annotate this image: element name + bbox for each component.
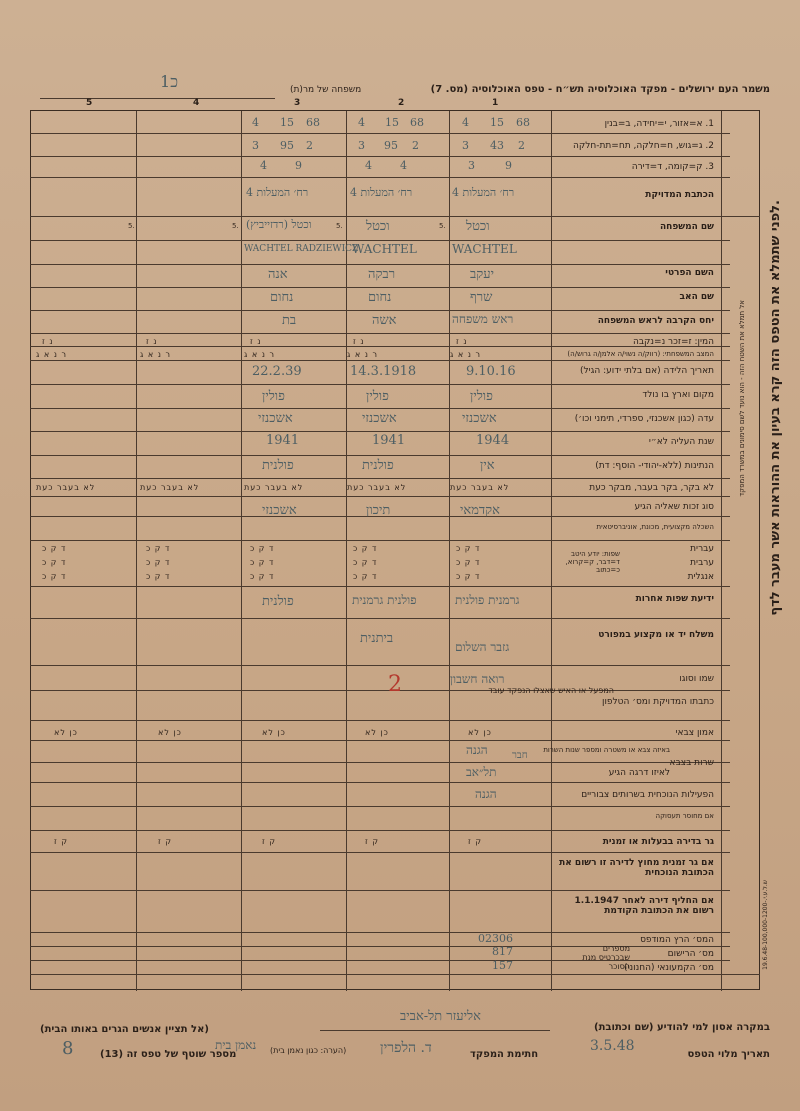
row-line <box>30 586 730 587</box>
hebrew-options[interactable]: ד ק כ <box>353 544 378 553</box>
side-office-note: אל תמלא את השטח הזה - הוא נועד לשם סימונים במשרד המפקד <box>738 300 746 497</box>
row-label-block: 2. ג=גוש, ח=חלקה, תח=תת-חלקה <box>572 141 714 151</box>
col-number-3: 3 <box>294 98 301 108</box>
col3-building[interactable]: 68 <box>306 116 320 129</box>
row-line <box>30 431 730 432</box>
col3-floor[interactable]: 4 <box>260 159 267 172</box>
row-label-eda: עדה (כגון אשכנזי, ספרדי, תימני וכו׳) <box>574 414 714 424</box>
col3-parcel[interactable]: 95 <box>280 139 294 152</box>
col2-first-name[interactable]: רבקה <box>368 267 396 282</box>
col1-family-latin[interactable]: WACHTEL <box>452 242 517 256</box>
col2-relation[interactable]: אשה <box>372 313 397 328</box>
col-divider <box>241 111 242 991</box>
col2-family-latin[interactable]: WACHTEL <box>352 242 417 256</box>
col3-subparcel[interactable]: 2 <box>306 139 313 152</box>
row-label-registration: מס׳ הרישום <box>667 949 714 959</box>
arabic-options[interactable]: ד ק כ <box>456 558 481 567</box>
marital-options[interactable]: ר נ א ג <box>450 350 481 359</box>
row-label-aliya: שנת העליה לא״י <box>648 437 714 447</box>
family-of-label: משפחה של מר(ת) <box>290 85 362 95</box>
employer-group-label: המפעל או האיש שאצלו הנפקד עובד <box>488 686 614 695</box>
col1-aliya[interactable]: 1944 <box>476 433 510 448</box>
row-label-school-type: סוג זכות שאליה הגיע <box>634 502 714 512</box>
row-line <box>30 740 730 741</box>
row-label-army-trust: אמון צבאי <box>675 728 714 738</box>
col-divider <box>346 111 347 991</box>
row-line <box>30 216 760 217</box>
row-label-birthplace: מקום וארץ בו נולד <box>642 390 714 400</box>
form-date[interactable]: 3.5.48 <box>590 1038 635 1054</box>
col1-employer[interactable]: רואה חשבון <box>450 672 505 686</box>
row-label-prev-address: אם החליף דירה לאחר 1.1.1947 רשום את הכתובת הקודמת <box>574 896 714 916</box>
row-label-employer-address: כתבתו המדויקת ומס׳ הטלפון <box>602 697 714 707</box>
school-options[interactable]: לא בעבר כעת <box>450 483 510 492</box>
col1-army-service[interactable]: הגנה <box>466 743 488 757</box>
col2-other-lang[interactable]: פולנית גרמנית <box>352 593 417 607</box>
row-line <box>30 540 730 541</box>
row-line <box>30 806 730 807</box>
col3-eda[interactable]: אשכנזי <box>258 411 293 426</box>
date-label: תאריך מלוי הטפס <box>687 1049 770 1060</box>
row-label-address: הכתבת המדויקת <box>645 190 714 200</box>
row-label-education: השכלה מקצועית, מכונת, אוניברסיטאית <box>596 523 714 531</box>
row-label-sex: המין: ז=זכר נ=נקבה <box>632 337 714 347</box>
row-label-army-rank: לאיזו דרגה הגיע <box>608 768 670 778</box>
row-label-birthdate: תאריך הלידה (אם בלתי ידוע: הגיל) <box>580 366 714 376</box>
row-line <box>30 690 730 691</box>
col-number-2: 2 <box>398 98 405 108</box>
col3-other-lang[interactable]: פולנית <box>262 594 294 609</box>
arabic-options[interactable]: ד ק כ <box>42 558 67 567</box>
col3-relation[interactable]: בת <box>282 313 297 328</box>
col1-rank[interactable]: תל״אב <box>466 765 497 779</box>
col2-aliya[interactable]: 1941 <box>372 433 406 448</box>
row-label-floor: 3. ק=קומה, ד=דירה <box>631 162 714 172</box>
hebrew-options[interactable]: ד ק כ <box>146 544 171 553</box>
arabic-options[interactable]: ד ק כ <box>146 558 171 567</box>
col2-subparcel[interactable]: 2 <box>412 139 419 152</box>
col1-relation[interactable]: ראש משפחה <box>452 312 514 326</box>
col3-birthdate[interactable]: 22.2.39 <box>252 364 302 379</box>
army-options[interactable]: כן לא <box>54 728 78 737</box>
hebrew-options[interactable]: ד ק כ <box>42 544 67 553</box>
row-line <box>30 782 730 783</box>
row-line <box>30 974 760 975</box>
col2-birthdate[interactable]: 14.3.1918 <box>350 364 417 379</box>
col3-area[interactable]: 4 <box>252 116 259 129</box>
row-line <box>30 665 730 666</box>
col1-block[interactable]: 3 <box>462 139 469 152</box>
row-line <box>30 408 730 409</box>
col2-block[interactable]: 3 <box>358 139 365 152</box>
housing-options[interactable]: ק ז <box>468 837 482 846</box>
col1-study[interactable]: אקדמאי <box>460 503 500 518</box>
row-label-school: לא בקר, בקר בעבר, מבקר כעת <box>589 483 714 493</box>
col3-block[interactable]: 3 <box>252 139 259 152</box>
col2-area[interactable]: 4 <box>358 116 365 129</box>
housing-options[interactable]: ק ז <box>54 837 68 846</box>
col2-employer-mark[interactable]: 2 <box>388 672 402 697</box>
col1-first-name[interactable]: יעקב <box>470 267 494 282</box>
row-label-citizen: הנתינות (ללא-יהודי- הוסף: דת) <box>595 461 714 471</box>
note-value[interactable]: נאמן בית <box>215 1038 257 1052</box>
signer-label: חתימת המפקד <box>470 1049 539 1060</box>
row-line <box>30 360 730 361</box>
hebrew-options[interactable]: ד ק כ <box>456 544 481 553</box>
row-label-english: אנגלית <box>687 572 714 582</box>
col3-apartment[interactable]: 9 <box>295 159 302 172</box>
row-line <box>30 333 730 334</box>
col2-family[interactable]: וכטל <box>366 219 390 234</box>
housing-options[interactable]: ק ז <box>365 837 379 846</box>
arabic-options[interactable]: ד ק כ <box>250 558 275 567</box>
col1-parcel[interactable]: 43 <box>490 139 504 152</box>
sex-options[interactable]: נ ז <box>146 337 158 346</box>
emergency-label: במקרה אסון למי להודיע (שם וכתובת) <box>594 1022 770 1033</box>
lang-group-label: שפות: יודע היטב ד=דבר, ק=קרוא, כ=כתוב <box>565 550 620 574</box>
col3-birthplace[interactable]: פולין <box>262 389 285 404</box>
col1-floor[interactable]: 3 <box>468 159 475 172</box>
col3-study[interactable]: אשכנזי <box>262 503 297 518</box>
form-title: משמר העם ירושלים - מפקד האוכלוסיה תש״ח - טפס האוכלוסיה (מס. 7) <box>430 84 770 95</box>
row-line <box>30 478 730 479</box>
col-divider <box>721 111 722 991</box>
row-label-employer-name: שמו וסוגו <box>679 674 714 684</box>
col-divider <box>136 111 137 991</box>
army-options[interactable]: כן לא <box>158 728 182 737</box>
marital-options[interactable]: ר נ א ג <box>36 350 67 359</box>
sex-options[interactable]: נ ז <box>42 337 54 346</box>
row-label-shop: מס׳ הקמעונאי (החנוני) <box>624 963 714 973</box>
row-line <box>30 384 730 385</box>
col2-profession[interactable]: ביתנית <box>360 631 394 646</box>
col1-family[interactable]: וכטל <box>466 219 490 234</box>
col2-unit[interactable]: 15 <box>385 116 399 129</box>
army-options[interactable]: כן לא <box>262 728 286 737</box>
english-options[interactable]: ד ק כ <box>146 572 171 581</box>
sex-options[interactable]: נ ז <box>250 337 262 346</box>
emergency-contact[interactable]: אליעזר תל-אביב <box>400 1009 481 1024</box>
col1-birthdate[interactable]: 9.10.16 <box>466 364 516 379</box>
card-group-label: מספרים שבכרטיס מנת הסוכר <box>582 944 630 971</box>
school-options[interactable]: לא בעבר כעת <box>140 483 200 492</box>
row-label-housing: גר בדירה בבעלות או זמנית <box>602 837 714 847</box>
col-number-5: 5 <box>86 98 93 108</box>
english-options[interactable]: ד ק כ <box>456 572 481 581</box>
row-line <box>30 310 730 311</box>
shared-number-label: מספר שוטף של טפס זה (13) <box>100 1049 237 1060</box>
row-label-other-lang: ידיעת שפות אחרות <box>635 594 714 604</box>
col1-public[interactable]: הגנה <box>475 787 497 801</box>
col2-floor[interactable]: 4 <box>365 159 372 172</box>
family-name-line <box>40 98 275 99</box>
row-label-area: 1. א=אזור, י=יחידה, ב=בנין <box>604 119 714 129</box>
arabic-options[interactable]: ד ק כ <box>353 558 378 567</box>
col1-building[interactable]: 68 <box>516 116 530 129</box>
signer-signature[interactable]: ד. הלפרין <box>380 1040 432 1056</box>
row-label-marital: המצב המשפחתי: (רווק/ה נשוי/ה אלמן/ה גרוש/ה) <box>567 350 714 358</box>
col2-citizen[interactable]: פולנית <box>362 458 394 473</box>
row-line <box>30 618 730 619</box>
school-options[interactable]: לא בעבר כעת <box>244 483 304 492</box>
col2-eda[interactable]: אשכנזי <box>362 411 397 426</box>
row-line <box>30 287 730 288</box>
row-label-public-service: הפעילות הנוכחית בשרותים צבוריים <box>581 790 714 800</box>
row-label-first-name: השם הפרטי <box>665 268 714 278</box>
row-line <box>30 346 730 347</box>
col-divider <box>449 111 450 991</box>
col2-address[interactable]: רח׳ המעלות 4 <box>350 186 413 199</box>
row-line <box>30 496 730 497</box>
side-print-code: ש.ל.ע.י.-19.6.48-100,000-1200 <box>762 880 769 970</box>
row-line <box>30 133 730 134</box>
side-instruction: לפני שתמלא את הטפס הזה קרא בעיון את ההוראות אשר מעבר לדף. <box>768 200 783 616</box>
row-label-profession: משלח יד או מקצוע במפורט <box>598 630 714 640</box>
col2-birthplace[interactable]: פולין <box>366 389 389 404</box>
school-options[interactable]: לא בעבר כעת <box>36 483 96 492</box>
sex-options[interactable]: נ ז <box>456 337 468 346</box>
col-number-1: 1 <box>492 98 499 108</box>
english-options[interactable]: ד ק כ <box>42 572 67 581</box>
col1-rank-small[interactable]: חבר <box>512 750 528 761</box>
row-line <box>30 830 730 831</box>
row-line <box>30 762 730 763</box>
housing-options[interactable]: ק ז <box>158 837 172 846</box>
col1-subparcel[interactable]: 2 <box>518 139 525 152</box>
col2-apartment[interactable]: 4 <box>400 159 407 172</box>
col1-other-lang[interactable]: גרמנית פולנית <box>455 593 520 607</box>
hebrew-options[interactable]: ד ק כ <box>250 544 275 553</box>
col3-aliya[interactable]: 1941 <box>266 433 300 448</box>
english-options[interactable]: ד ק כ <box>353 572 378 581</box>
col3-first-name[interactable]: אנה <box>268 267 288 282</box>
english-options[interactable]: ד ק כ <box>250 572 275 581</box>
row-label-father-name: שם האב <box>679 292 714 302</box>
army-options[interactable]: כן לא <box>468 728 492 737</box>
col1-apartment[interactable]: 9 <box>505 159 512 172</box>
row-line <box>30 240 730 241</box>
emergency-note: (אל תציין אנשים הגרים באותו הבית) <box>40 1024 209 1035</box>
census-form-page: משמר העם ירושלים - מפקד האוכלוסיה תש״ח - טפס האוכלוסיה (מס. 7) משפחה של מר(ת) כ1 5 4 3 2 1 לפני שתמלא את הטפס הזה קרא בעיון את ההוראות אשר מעבר לדף. אל תמלא את השטח הזה - הוא נועד לשם סימונים במשרד המפקד ש.ל.ע.י.-19.6.48-100,000-1200 1. א=אזור, י=יחידה, ב=בנין 2. ג=גוש, ח=חלקה, תח=תת-חלקה 3. ק=קומה, ד=דירה הכתבת המדויקת שם המשפחה השם הפרטי שם האב יחס הקרבה לראש המשפחה המין: ז=זכר נ=נקבה המצב המשפחתי: (רווק/ה נשוי/ה אלמן/ה גרוש/ה) תאריך הלידה (אם בלתי ידוע: הגיל) מקום וארץ בו נולד עדה (כגון אשכנזי, ספרדי, תימני וכו׳) שנת העליה לא״י הנתינות (ללא-יהודי- הוסף: דת) לא בקר, בקר בעבר, מבקר כעת סוג זכות שאליה הגיע השכלה מקצועית, מכונת, אוניברסיטאית עברית ערבית אנגלית שפות: יודע היטב ד=דבר, ק=קרוא, כ=כתוב ידיעת שפות אחרות משלח יד או מקצוע במפורט שמו וסוגו כתבתו המדויקת ומס׳ הטלפון המפעל או האיש שאצלו הנפקד עובד אמון צבאי באיזה צבא או משטרה ומספר שנות השרות לאיזו דרגה הגיע שרות בצבא הפעילות הנוכחית בשרותים צבוריים אם מחוסר תעסוקה גר בדירה בבעלות או זמנית אם גר זמנית מחוץ לדירה זו רשום את הכתובת הנוכחית אם החליף דירה לאחר 1.1.1947 רשום את הכתובת הקודמת המס׳ הרץ המודפס מס׳ הרישום מס׳ הקמעונאי (החנוני) מספרים שבכרטיס מנת הסוכר 5. 5. 5. 5. נ ז נ ז נ ז נ ז נ ז ר נ א ג ר נ א ג ר נ א ג ר נ א ג ר נ א ג לא בעבר כעת לא בעבר כעת לא בעבר כעת לא בעבר כעת לא בעבר כעת ד ק כ ד ק כ ד ק כ ד ק כ ד ק כ ד ק כ ד ק כ ד ק כ ד ק כ ד ק כ ד ק כ ד ק כ ד ק כ ד ק כ ד ק כ כן לא כן לא כן לא כן לא כן לא ק ז ק ז ק ז ק ז ק ז 4 15 68 3 43 2 3 9 רח׳ המעלות 4 וכטל WACHTEL יעקב שרף ראש משפחה 9.10.16 פולין אשכנזי 1944 אין אקדמאי גרמנית פולנית גזבר השלום רואה חשבון הגנה חבר תל״אב הגנה 02306 817 157 4 15 68 3 95 2 4 4 רח׳ המעלות 4 וכטל WACHTEL רבקה נחום אשה 14.3.1918 פולין אשכנזי 1941 פולנית תיכון פולנית גרמנית ביתנית 2 4 15 68 3 95 2 4 9 רח׳ המעלות 4 וכטל (רדזייביץ) WACHTEL RADZIEWICZ אנה נחום בת 22.2.39 פולין אשכנזי 1941 פולנית אשכנזי פולנית במקרה אסון למי להודיע (שם וכתובת) (אל תציין אנשים הגרים באותו הבית) אליעזר תל-אביב תאריך מלוי הטפס 3.5.48 חתימת המפקד ד. הלפרין (הערה: כגון נאמן בית) נאמן בית מספר שוטף של טפס זה (13) 8 <box>0 0 800 1111</box>
note-label: (הערה: כגון נאמן בית) <box>270 1046 347 1055</box>
row-label-arabic: ערבית <box>690 558 714 568</box>
col1-address[interactable]: רח׳ המעלות 4 <box>452 186 515 199</box>
row-line <box>30 156 730 157</box>
sex-options[interactable]: נ ז <box>353 337 365 346</box>
shared-number[interactable]: 8 <box>62 1038 74 1059</box>
row-line <box>30 852 730 853</box>
emergency-line <box>320 1030 550 1031</box>
col1-eda[interactable]: אשכנזי <box>462 411 497 426</box>
col1-unit[interactable]: 15 <box>490 116 504 129</box>
army-options[interactable]: כן לא <box>365 728 389 737</box>
row-line <box>30 720 730 721</box>
col2-building[interactable]: 68 <box>410 116 424 129</box>
col1-card-shop[interactable]: 157 <box>492 959 513 972</box>
col2-study[interactable]: תיכון <box>366 503 391 518</box>
marital-options[interactable]: ר נ א ג <box>244 350 275 359</box>
row-line <box>30 177 730 178</box>
row-label-serial: המס׳ הרץ המודפס <box>640 935 714 945</box>
col2-father[interactable]: נחום <box>368 290 392 305</box>
col3-citizen[interactable]: פולנית <box>262 458 294 473</box>
col1-profession[interactable]: גזבר השלום <box>455 640 510 654</box>
row-label-family-name: שם המשפחה <box>659 222 714 232</box>
col3-father[interactable]: נחום <box>270 290 294 305</box>
row-line <box>30 264 730 265</box>
col1-birthplace[interactable]: פולין <box>470 389 493 404</box>
col1-citizen[interactable]: אין <box>480 458 495 473</box>
row-label-relation: יחס הקרבה לראש המשפחה <box>597 316 714 326</box>
col3-unit[interactable]: 15 <box>280 116 294 129</box>
row-label-temp-address: אם גר זמנית מחוץ לדירה זו רשום את הכתובת הנוכחית <box>559 858 714 878</box>
marital-options[interactable]: ר נ א ג <box>347 350 378 359</box>
army-group-label: שרות בצבא <box>669 758 714 768</box>
row-line <box>30 890 730 891</box>
col1-card-registration[interactable]: 817 <box>492 945 513 958</box>
col-number-4: 4 <box>193 98 200 108</box>
row-label-army-years: באיזה צבא או משטרה ומספר שנות השרות <box>543 746 670 754</box>
row-line <box>30 455 730 456</box>
col3-family-latin[interactable]: WACHTEL RADZIEWICZ <box>244 244 359 254</box>
row-label-unemployed: אם מחוסר תעסוקה <box>655 812 714 820</box>
school-options[interactable]: לא בעבר כעת <box>347 483 407 492</box>
col1-area[interactable]: 4 <box>462 116 469 129</box>
col1-card-serial[interactable]: 02306 <box>478 932 513 945</box>
col2-parcel[interactable]: 95 <box>384 139 398 152</box>
col1-father[interactable]: שרף <box>470 290 493 305</box>
row-label-hebrew: עברית <box>690 544 714 554</box>
col3-address[interactable]: רח׳ המעלות 4 <box>246 186 309 199</box>
housing-options[interactable]: ק ז <box>262 837 276 846</box>
col3-family[interactable]: וכטל (רדזייביץ) <box>246 218 312 231</box>
top-handwritten-number: כ1 <box>160 72 179 91</box>
row-line <box>30 932 730 933</box>
marital-options[interactable]: ר נ א ג <box>140 350 171 359</box>
